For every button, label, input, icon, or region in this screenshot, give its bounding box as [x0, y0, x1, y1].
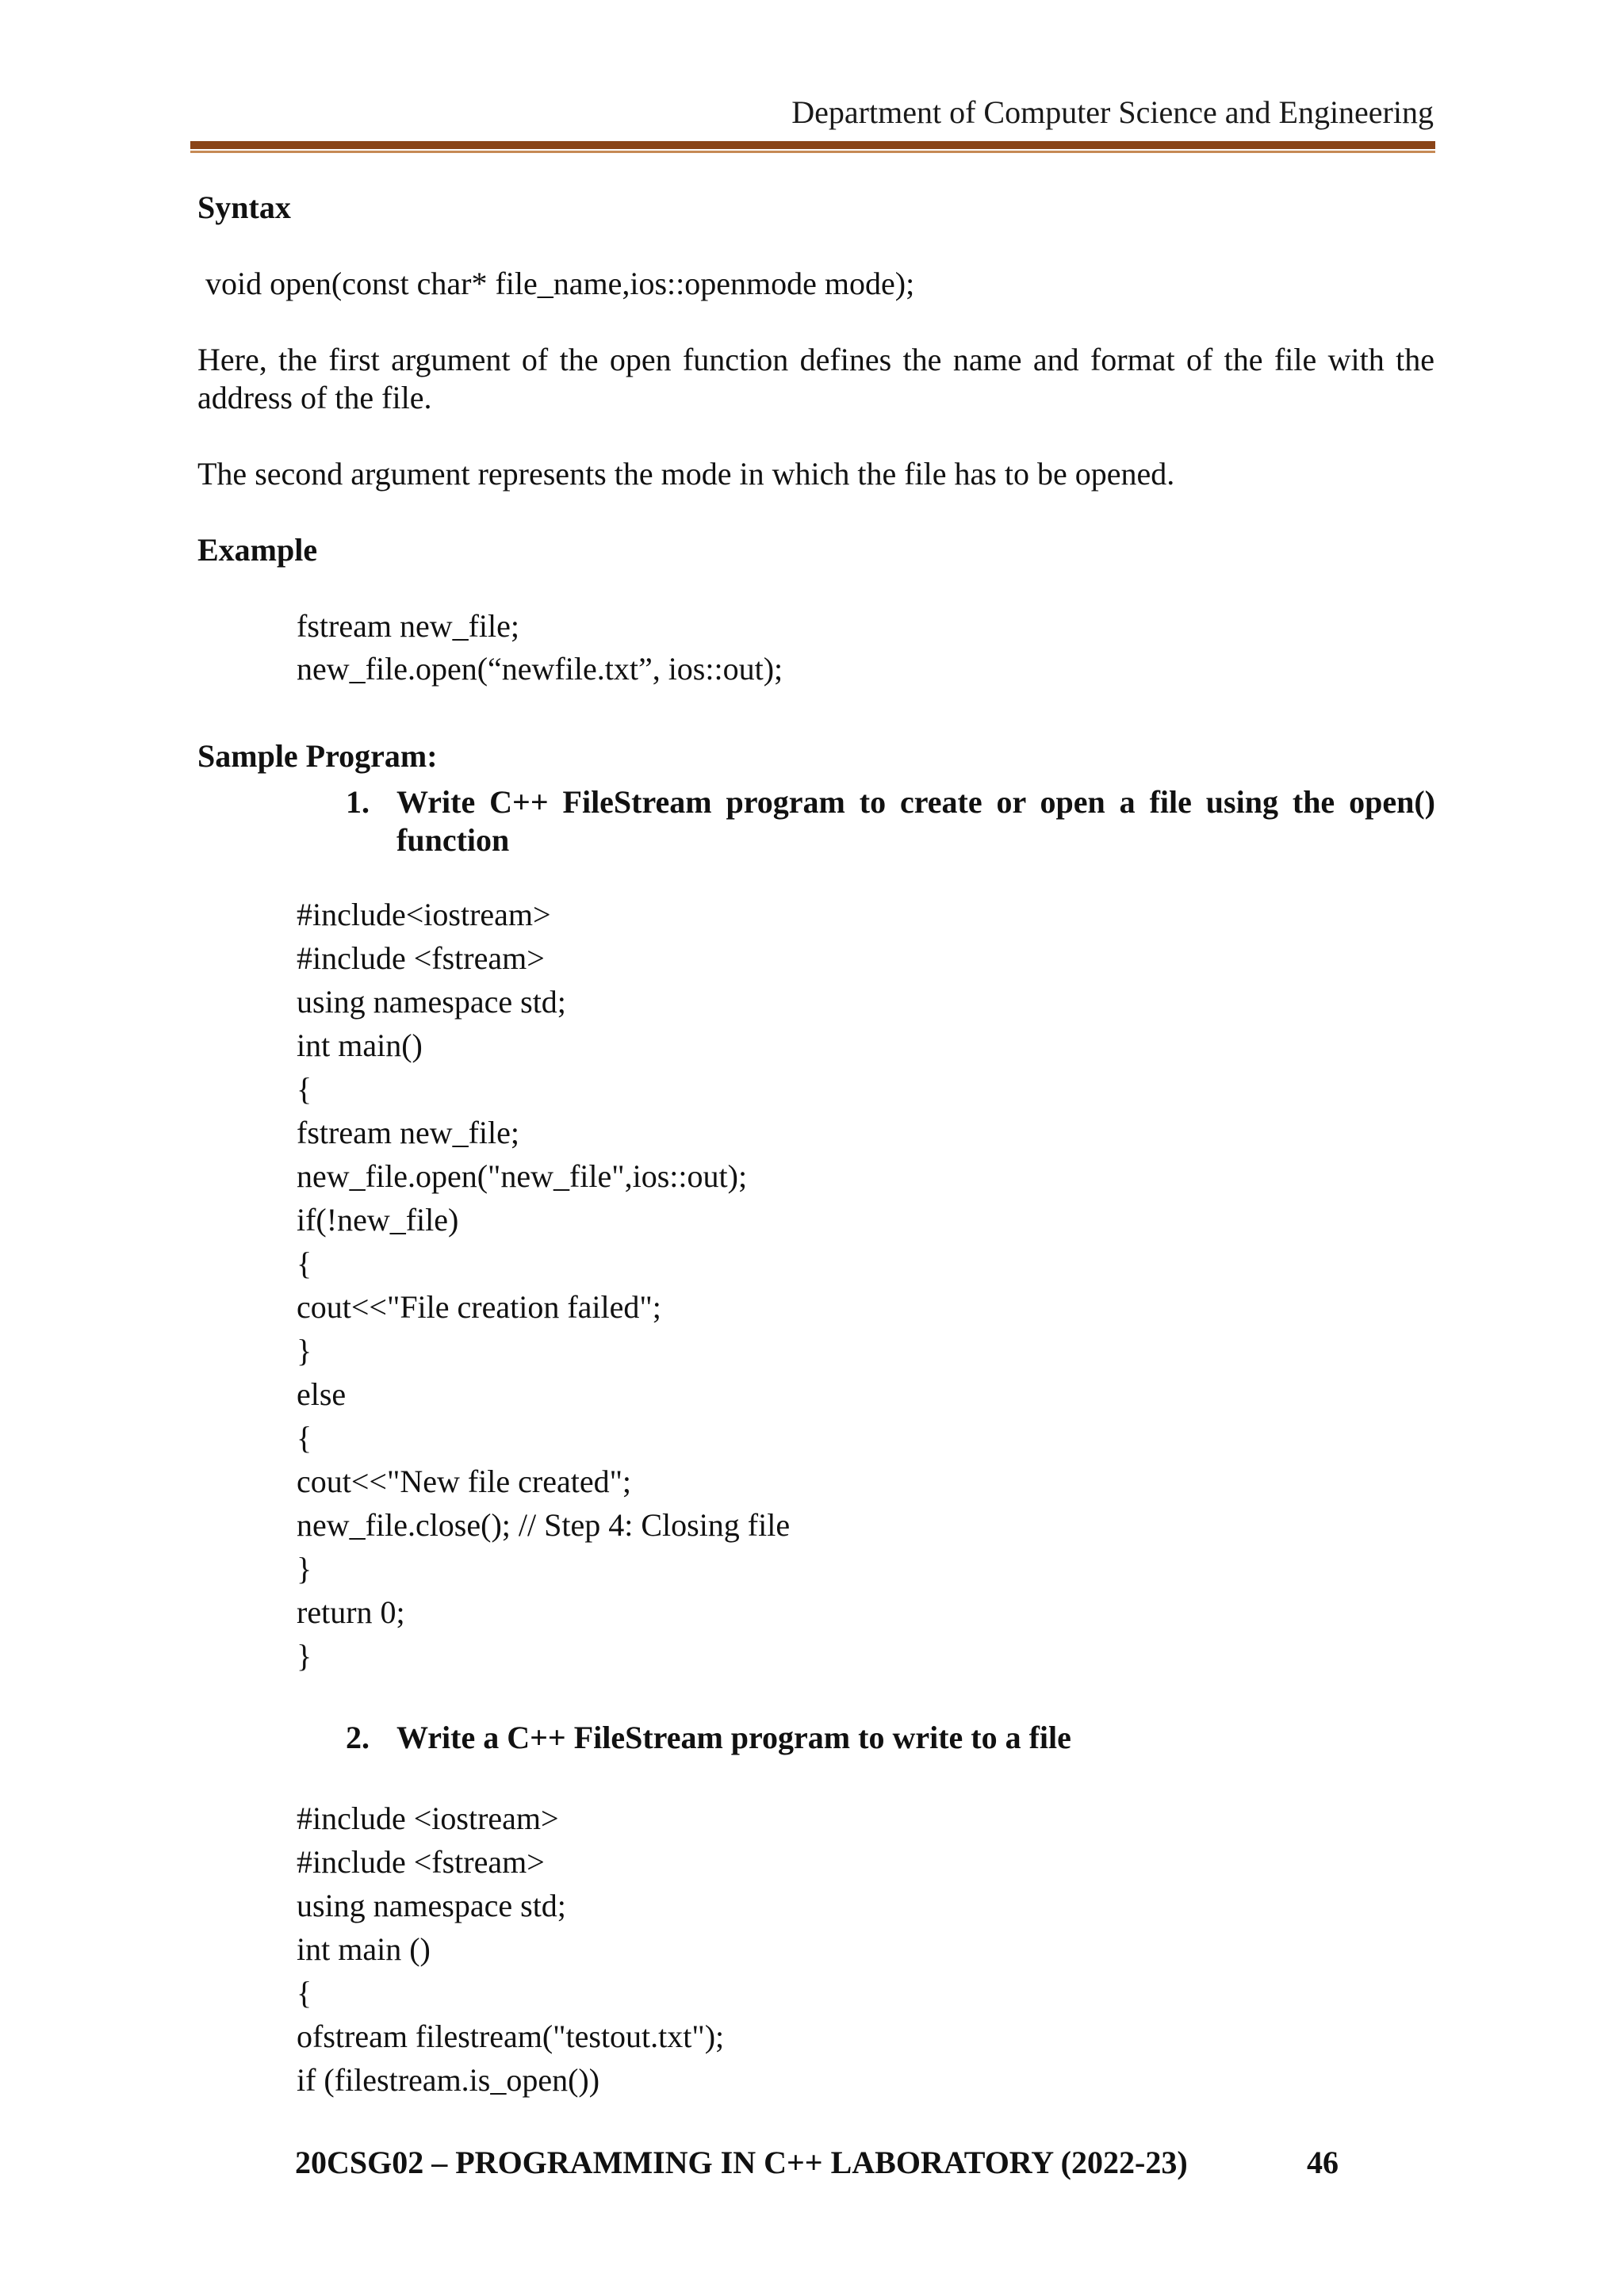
syntax-heading: Syntax — [197, 189, 291, 225]
item-1-title-line-2: function — [396, 822, 510, 858]
code1-line: } — [297, 1638, 312, 1674]
code2-line: { — [297, 1975, 312, 2011]
example-code-line: fstream new_file; — [297, 608, 519, 644]
example-code-line: new_file.open(“newfile.txt”, ios::out); — [297, 651, 783, 687]
code1-line: } — [297, 1333, 312, 1368]
syntax-paragraph-2: The second argument represents the mode in which the file has to be opened. — [197, 456, 1175, 492]
item-2-number: 2. — [346, 1720, 370, 1755]
code1-line: else — [297, 1376, 347, 1412]
sample-program-heading: Sample Program: — [197, 738, 438, 774]
code1-line: #include<iostream> — [297, 897, 551, 932]
code1-line: fstream new_file; — [297, 1115, 519, 1150]
item-1-number: 1. — [346, 784, 370, 820]
code1-line: new_file.close(); // Step 4: Closing file — [297, 1507, 791, 1543]
code1-line: cout<<"New file created"; — [297, 1464, 632, 1499]
code1-line: { — [297, 1246, 312, 1281]
code1-line: return 0; — [297, 1594, 405, 1630]
item-2-title: Write a C++ FileStream program to write to a file — [396, 1720, 1071, 1755]
code1-line: using namespace std; — [297, 984, 566, 1020]
footer-page-number: 46 — [1307, 2145, 1339, 2180]
code2-line: #include <iostream> — [297, 1800, 559, 1836]
code1-line: if(!new_file) — [297, 1202, 459, 1238]
header-rule — [190, 141, 1435, 149]
code2-line: using namespace std; — [297, 1888, 566, 1923]
syntax-paragraph-line-1: Here, the first argument of the open function defines the name and format of the file with the — [197, 342, 1434, 377]
code1-line: new_file.open("new_file",ios::out); — [297, 1158, 748, 1194]
example-heading: Example — [197, 532, 318, 568]
code1-line: { — [297, 1420, 312, 1456]
page-header-department: Department of Computer Science and Engineering — [791, 94, 1434, 130]
code1-line: #include <fstream> — [297, 940, 545, 976]
code1-line: } — [297, 1551, 312, 1586]
code1-line: int main() — [297, 1027, 423, 1063]
header-rule-secondary — [190, 151, 1435, 153]
syntax-paragraph-line-2: address of the file. — [197, 380, 432, 415]
code2-line: int main () — [297, 1931, 431, 1967]
code2-line: #include <fstream> — [297, 1844, 545, 1880]
code2-line: if (filestream.is_open()) — [297, 2062, 600, 2098]
footer-course-title: 20CSG02 – PROGRAMMING IN C++ LABORATORY (2022-23) — [295, 2145, 1188, 2180]
syntax-signature: void open(const char* file_name,ios::openmode mode); — [197, 266, 915, 301]
item-1-title-line-1: Write C++ FileStream program to create or open a file using the open() — [396, 784, 1435, 820]
code2-line: ofstream filestream("testout.txt"); — [297, 2019, 725, 2054]
code1-line: { — [297, 1071, 312, 1107]
code1-line: cout<<"File creation failed"; — [297, 1289, 661, 1325]
